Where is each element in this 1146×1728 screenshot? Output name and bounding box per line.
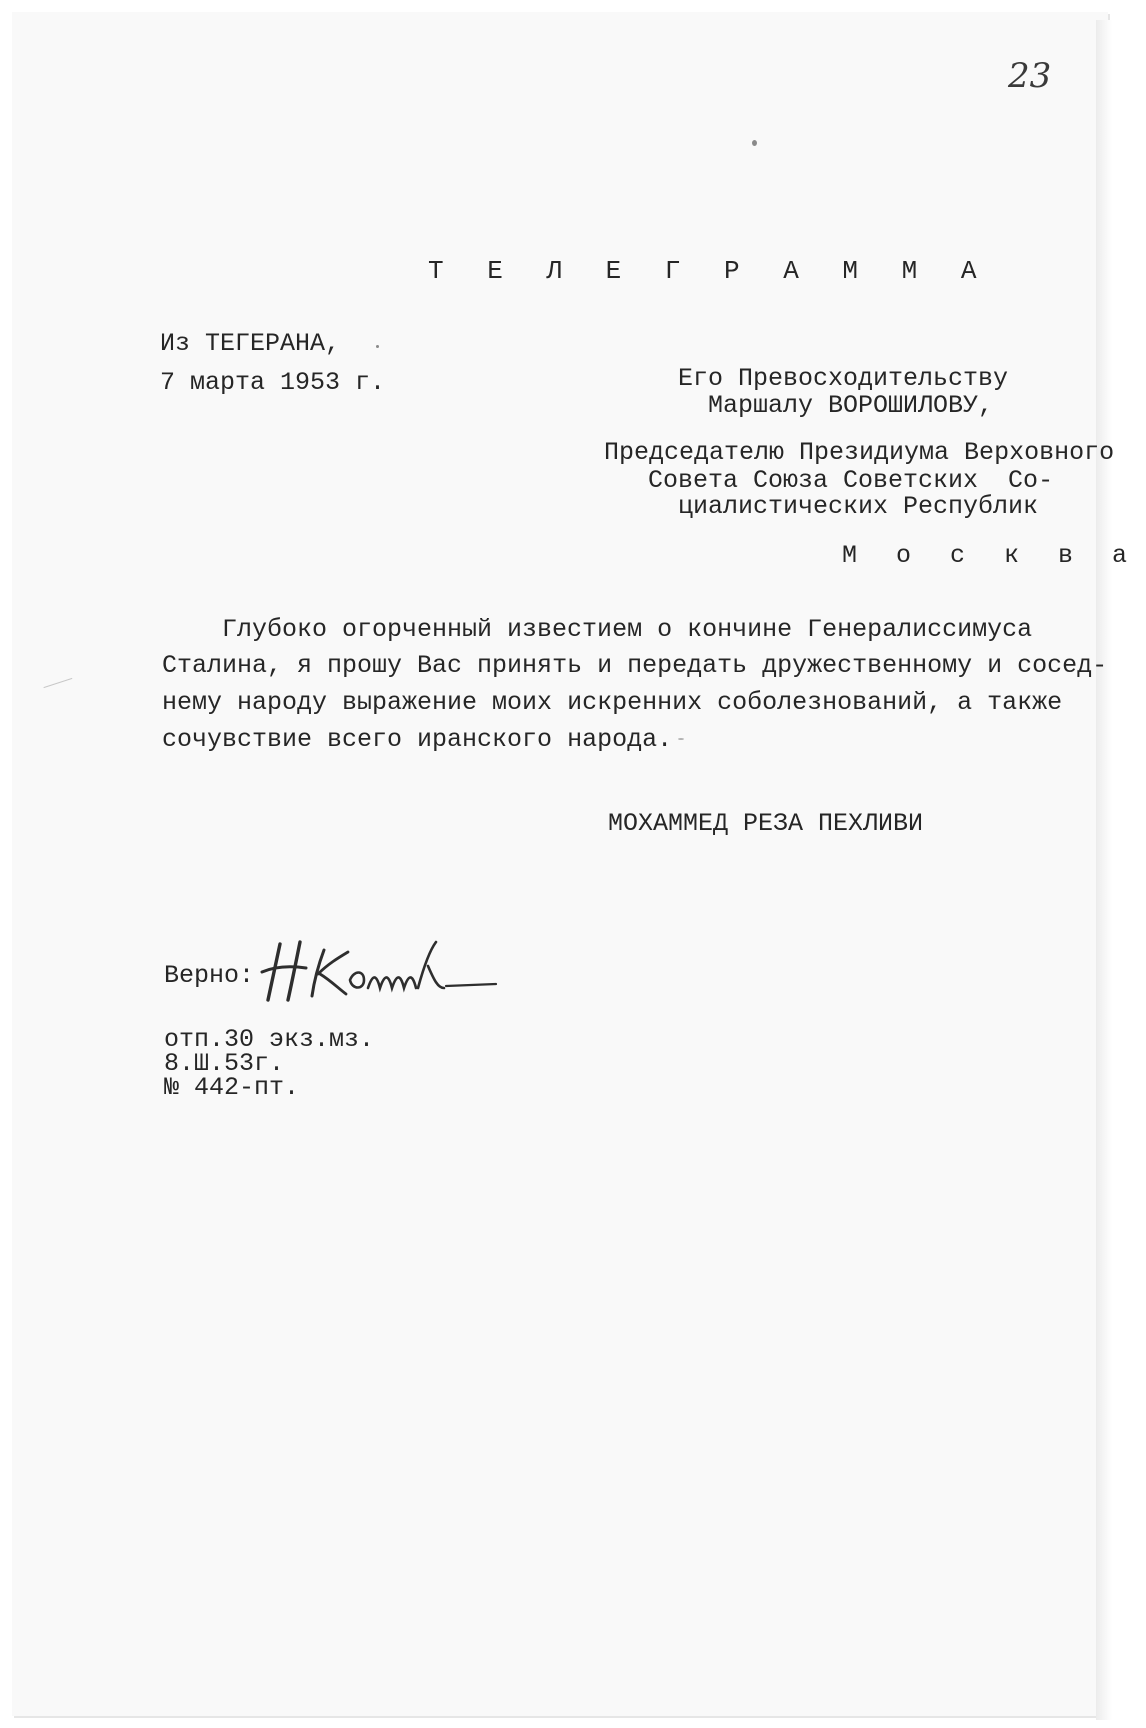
dispatch-date: 8.Ш.53г. [164, 1049, 285, 1078]
signatory-name: МОХАММЕД РЕЗА ПЕХЛИВИ [608, 809, 924, 838]
handwritten-signature [258, 936, 508, 1006]
paper-edge [1096, 20, 1112, 1720]
copies-note: отп.30 экз.мз. [164, 1025, 375, 1054]
paper-speck [376, 345, 379, 348]
addressee-position-line-2: Совета Союза Советских Со- [648, 466, 1054, 495]
document-title: Т Е Л Е Г Р А М М А [428, 256, 991, 286]
origin-city: Из ТЕГЕРАНА, [160, 329, 341, 358]
addressee-honorific: Его Превосходительству [678, 364, 1009, 393]
body-line-2: Сталина, я прошу Вас принять и передать дружественному и сосед- [162, 651, 1108, 680]
signature-drawing [258, 936, 508, 1006]
paper-speck [752, 140, 757, 146]
body-line-3: нему народу выражение моих искренних соболезнований, а также [162, 688, 1063, 717]
registration-number: № 442-пт. [164, 1073, 300, 1102]
archive-page-number: 23 [1008, 56, 1052, 96]
addressee-city: М о с к в а [842, 541, 1140, 570]
addressee-position-line-3: циалистических Республик [678, 492, 1039, 521]
body-line-1: Глубоко огорченный известием о кончине Генералиссимуса [222, 615, 1033, 644]
origin-date: 7 марта 1953 г. [160, 368, 386, 397]
addressee-position-line-1: Председателю Президиума Верховного [604, 438, 1115, 467]
paper-speck [678, 738, 684, 740]
addressee-name: Маршалу ВОРОШИЛОВУ, [708, 391, 994, 420]
certification-label: Верно: [164, 961, 255, 990]
body-line-4: сочувствие всего иранского народа. [162, 725, 673, 754]
